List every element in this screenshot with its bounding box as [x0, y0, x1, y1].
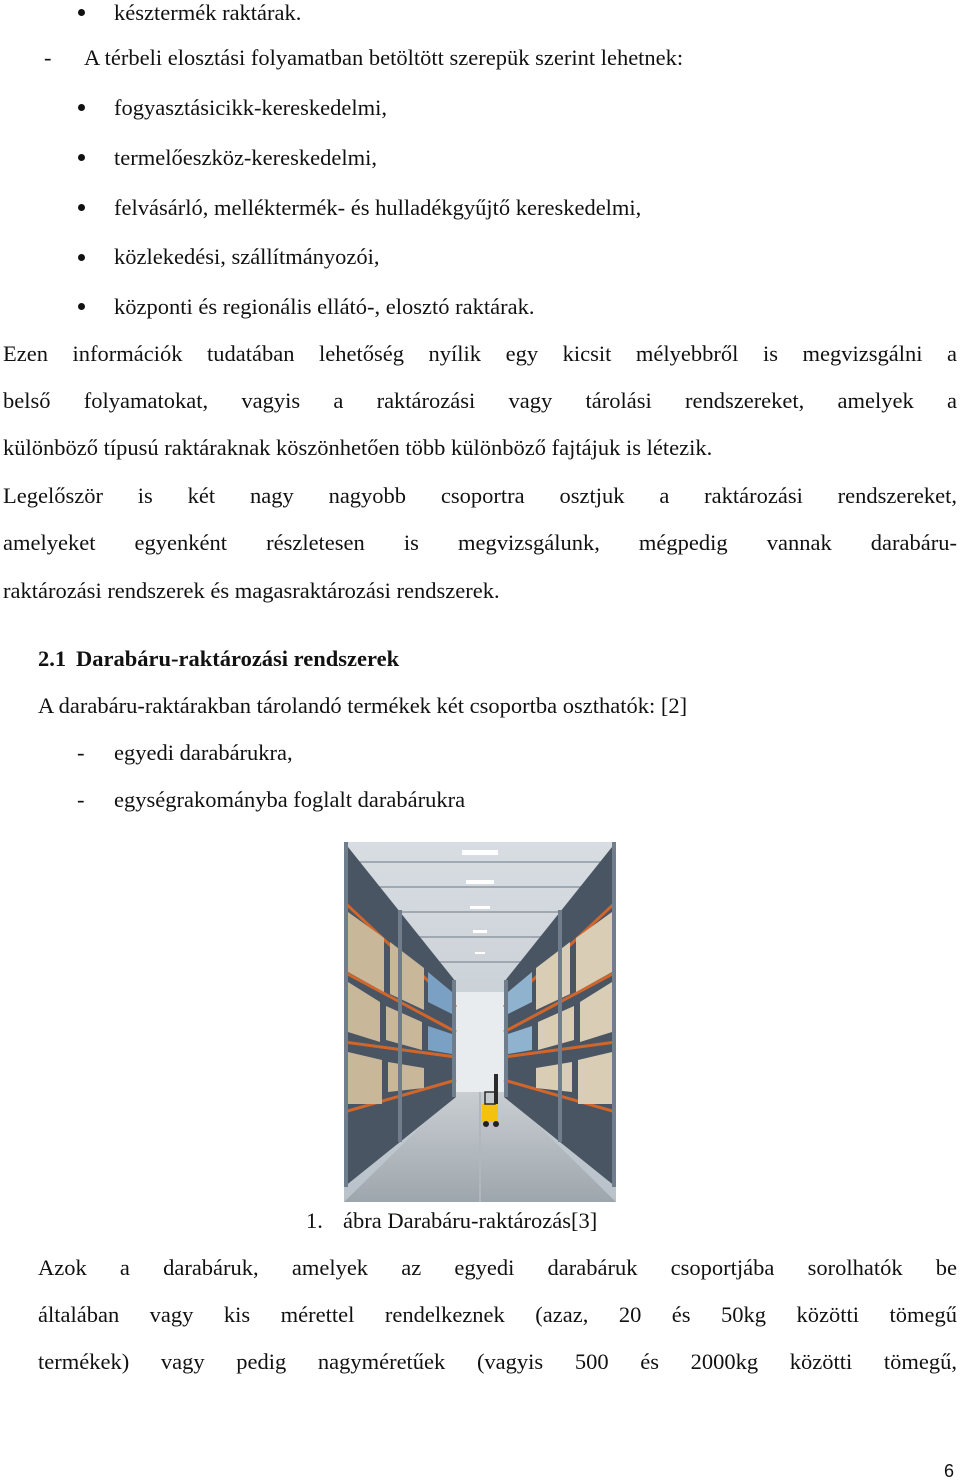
bullet-dot-icon [78, 204, 85, 211]
list-item: egységrakományba foglalt darabárukra [114, 787, 466, 812]
section-number: 2.1 [38, 646, 67, 671]
page-number: 6 [943, 1461, 954, 1481]
dash-marker: - [77, 740, 85, 765]
dash-marker: - [44, 45, 52, 70]
paragraph-line: Ezen információk tudatában lehetőség nyílik egy kicsit mélyebbről is megvizsgálni a [3, 341, 957, 366]
bullet-dot-icon [78, 104, 85, 111]
section-title: Darabáru-raktározási rendszerek [76, 646, 400, 671]
list-item: központi és regionális ellátó-, elosztó raktárak. [114, 294, 535, 319]
paragraph-line: Legelőször is két nagy nagyobb csoportra osztjuk a raktározási rendszereket, [3, 483, 957, 508]
list-item: fogyasztásicikk-kereskedelmi, [114, 95, 388, 120]
list-item: termelőeszköz-kereskedelmi, [114, 145, 378, 170]
paragraph-line: Azok a darabáruk, amelyek az egyedi darabáruk csoportjába sorolhatók be [38, 1255, 957, 1280]
paragraph-line: belső folyamatokat, vagyis a raktározási vagy tárolási rendszereket, amelyek a [3, 388, 957, 413]
paragraph-line: általában vagy kis mérettel rendelkeznek (azaz, 20 és 50kg közötti tömegű [38, 1302, 957, 1327]
paragraph-line: különböző típusú raktáraknak köszönhetően több különböző fajtájuk is létezik. [3, 435, 713, 460]
list-item: közlekedési, szállítmányozói, [114, 244, 380, 269]
paragraph-line: amelyeket egyenként részletesen is megvizsgálunk, mégpedig vannak darabáru- [3, 530, 957, 555]
bullet-dot-icon [78, 9, 85, 16]
list-item: egyedi darabárukra, [114, 740, 293, 765]
bullet-dot-icon [78, 254, 85, 261]
paragraph-line: raktározási rendszerek és magasraktározási rendszerek. [3, 578, 500, 603]
section-intro: A darabáru-raktárakban tárolandó termékek két csoportba oszthatók: [2] [38, 693, 688, 718]
paragraph-line: termékek) vagy pedig nagyméretűek (vagyis 500 és 2000kg közötti tömegű, [38, 1349, 957, 1374]
list-item: A térbeli elosztási folyamatban betöltött szerepük szerint lehetnek: [84, 45, 684, 70]
figure-number: 1. [306, 1208, 323, 1233]
figure-caption: ábra Darabáru-raktározás[3] [343, 1208, 598, 1233]
list-item: felvásárló, melléktermék- és hulladékgyűjtő kereskedelmi, [114, 195, 642, 220]
list-item: késztermék raktárak. [114, 0, 302, 25]
warehouse-photo [344, 842, 616, 1202]
bullet-dot-icon [78, 303, 85, 310]
bullet-dot-icon [78, 154, 85, 161]
dash-marker: - [77, 787, 85, 812]
